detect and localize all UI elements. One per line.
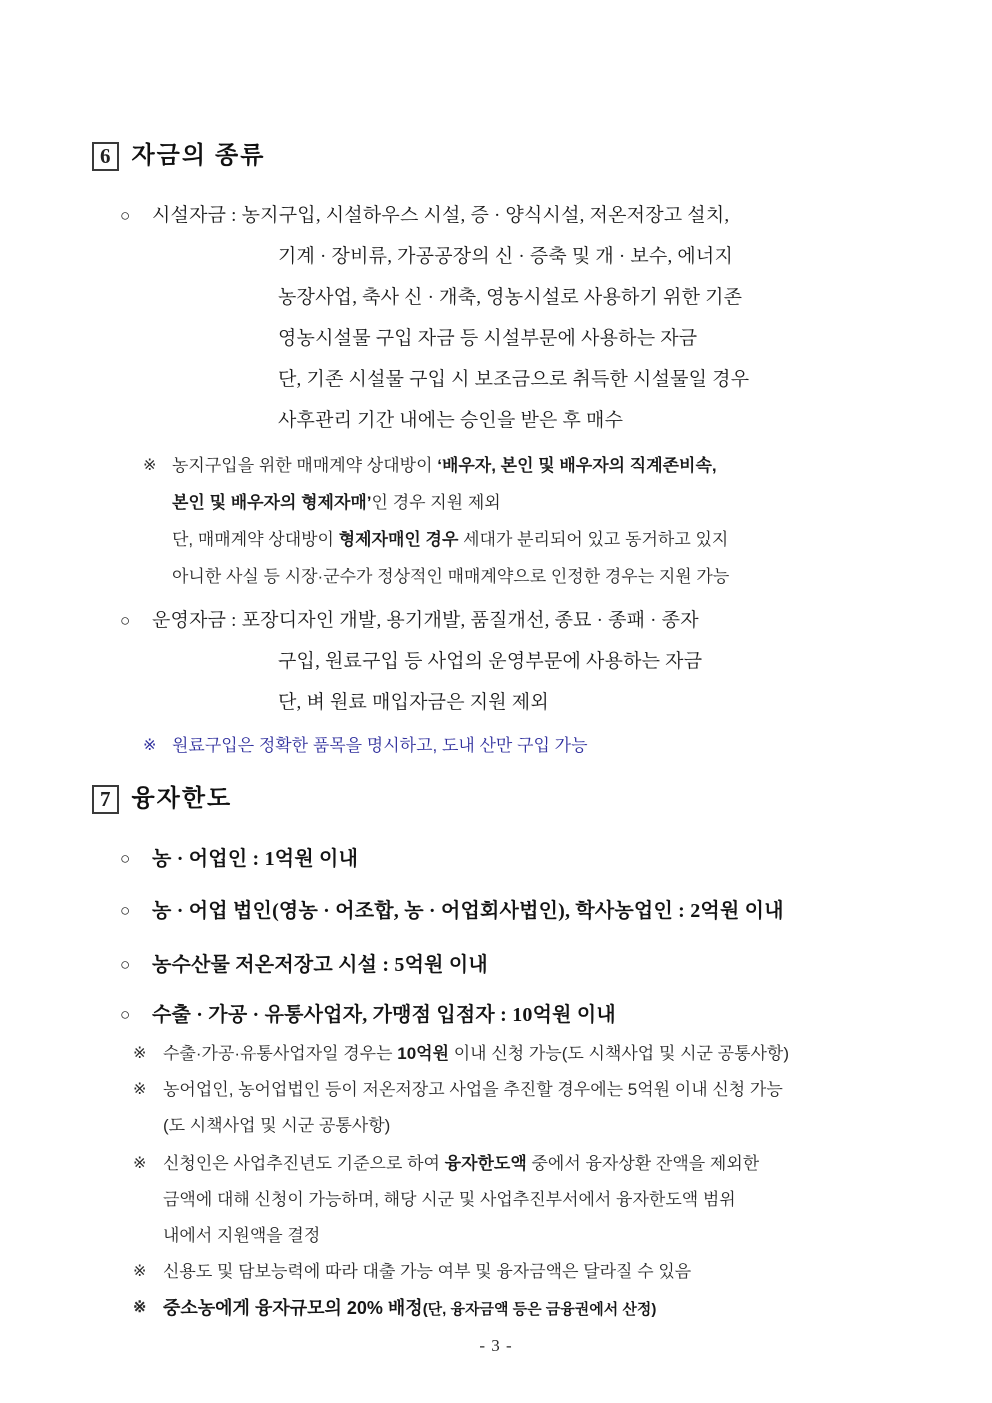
note-land-purchase-body [172,447,729,595]
reference-mark-icon: ※ [133,1081,147,1098]
facility-funds-line: 단, 기존 시설물 구입 시 보조금으로 취득한 시설물일 경우 [278,369,750,390]
page-number: - 3 - [479,1336,513,1355]
loan-limit-item: ○ 농 · 어업인 : 1억원 이내 [120,844,936,874]
note-applicant [133,1146,936,1254]
loan-limit-item: ○ 농 · 어업 법인(영농 · 어조합, 농 · 어업회사법인), 학사농업인 : 2억원 이내 [120,896,936,926]
operating-funds-line: 단, 벼 원료 매입자금은 지원 제외 [278,692,549,713]
note-line: (도 시책사업 및 시군 공통사항) [163,1116,391,1135]
note-line: 단, 매매계약 상대방이 형제자매인 경우 세대가 분리되어 있고 동거하고 있지 [172,530,729,549]
note-cold-storage-body [163,1072,783,1144]
circle-bullet-icon: ○ [120,206,131,225]
reference-mark-icon: ※ [133,1263,147,1280]
reference-mark-icon: ※ [133,1045,147,1062]
note-credit [133,1254,936,1290]
operating-funds-item [120,600,936,723]
reference-mark-icon: ※ [143,737,157,754]
operating-funds-line: 구입, 원료구입 등 사업의 운영부문에 사용하는 자금 [278,651,703,672]
circle-bullet-icon: ○ [120,901,131,920]
section-fund-types [92,141,936,764]
facility-funds-item [120,195,936,441]
facility-funds-line: 기계 · 장비류, 가공공장의 신 · 증축 및 개 · 보수, 에너지 [278,246,734,267]
note-raw-material [143,727,936,764]
note-line: 농지구입을 위한 매매계약 상대방이 ‘배우자, 본인 및 배우자의 직계존비속, [172,456,717,475]
facility-funds-line: 영농시설물 구입 자금 등 시설부문에 사용하는 자금 [278,328,698,349]
section7-heading [92,784,936,814]
reference-mark-icon: ※ [133,1155,147,1172]
circle-bullet-icon: ○ [120,849,131,868]
circle-bullet-icon: ○ [120,611,131,630]
note-line: 내에서 지원액을 결정 [163,1226,321,1245]
operating-funds-label: 운영자금 : [152,610,242,631]
note-cold-storage [133,1072,936,1144]
note-line: 신청인은 사업추진년도 기준으로 하여 융자한도액 중에서 융자상환 잔액을 제외한 [163,1154,760,1173]
note-line: 신용도 및 담보능력에 따라 대출 가능 여부 및 융자금액은 달라질 수 있음 [163,1262,692,1281]
note-line: 수출·가공·유통사업자일 경우는 10억원 이내 신청 가능(도 시책사업 및 시군 공통사항) [163,1044,790,1063]
note-land-purchase [143,447,936,595]
note-line: 농어업인, 농어업법인 등이 저온저장고 사업을 추진할 경우에는 5억원 이내 신청 가능 [163,1080,783,1099]
note-line: 본인 및 배우자의 형제자매’인 경우 지원 제외 [172,493,501,512]
section6-number-box: 6 [92,142,119,171]
reference-mark-icon: ※ [143,457,157,474]
section-loan-limit [92,784,936,1328]
reference-mark-icon: ※ [133,1299,147,1316]
note-line: 원료구입은 정확한 품목을 명시하고, 도내 산만 구입 가능 [172,736,588,755]
facility-funds-label: 시설자금 : [152,205,242,226]
note-line: 아니한 사실 등 시장·군수가 정상적인 매매계약으로 인정한 경우는 지원 가능 [172,567,730,586]
loan-limit-item: ○ 농수산물 저온저장고 시설 : 5억원 이내 [120,950,936,980]
operating-funds-line: 운영자금 : 포장디자인 개발, 용기개발, 품질개선, 종묘 · 종패 · 종자 [152,610,699,631]
facility-funds-line: 사후관리 기간 내에는 승인을 받은 후 매수 [278,410,624,431]
section6-title: 자금의 종류 [131,143,266,169]
loan-limit-item: ○ 수출 · 가공 · 유통사업자, 가맹점 입점자 : 10억원 이내 [120,1000,936,1030]
circle-bullet-icon: ○ [120,1005,131,1024]
operating-funds-body [152,600,702,723]
note-small-farmer [133,1290,936,1328]
note-export-limit [133,1036,936,1072]
section7-title: 융자한도 [131,786,233,812]
section7-number-box: 7 [92,785,119,814]
facility-funds-body [152,195,749,441]
circle-bullet-icon: ○ [120,955,131,974]
note-applicant-body [163,1146,759,1254]
note-line: 중소농에게 융자규모의 20% 배정(단, 융자금액 등은 금융권에서 산정) [163,1298,657,1318]
section6-heading [92,141,936,171]
facility-funds-line: 시설자금 : 농지구입, 시설하우스 시설, 증 · 양식시설, 저온저장고 설치, [152,205,730,226]
note-line: 금액에 대해 신청이 가능하며, 해당 시군 및 사업추진부서에서 융자한도액 범위 [163,1190,736,1209]
facility-funds-line: 농장사업, 축사 신 · 개축, 영농시설로 사용하기 위한 기존 [278,287,743,308]
